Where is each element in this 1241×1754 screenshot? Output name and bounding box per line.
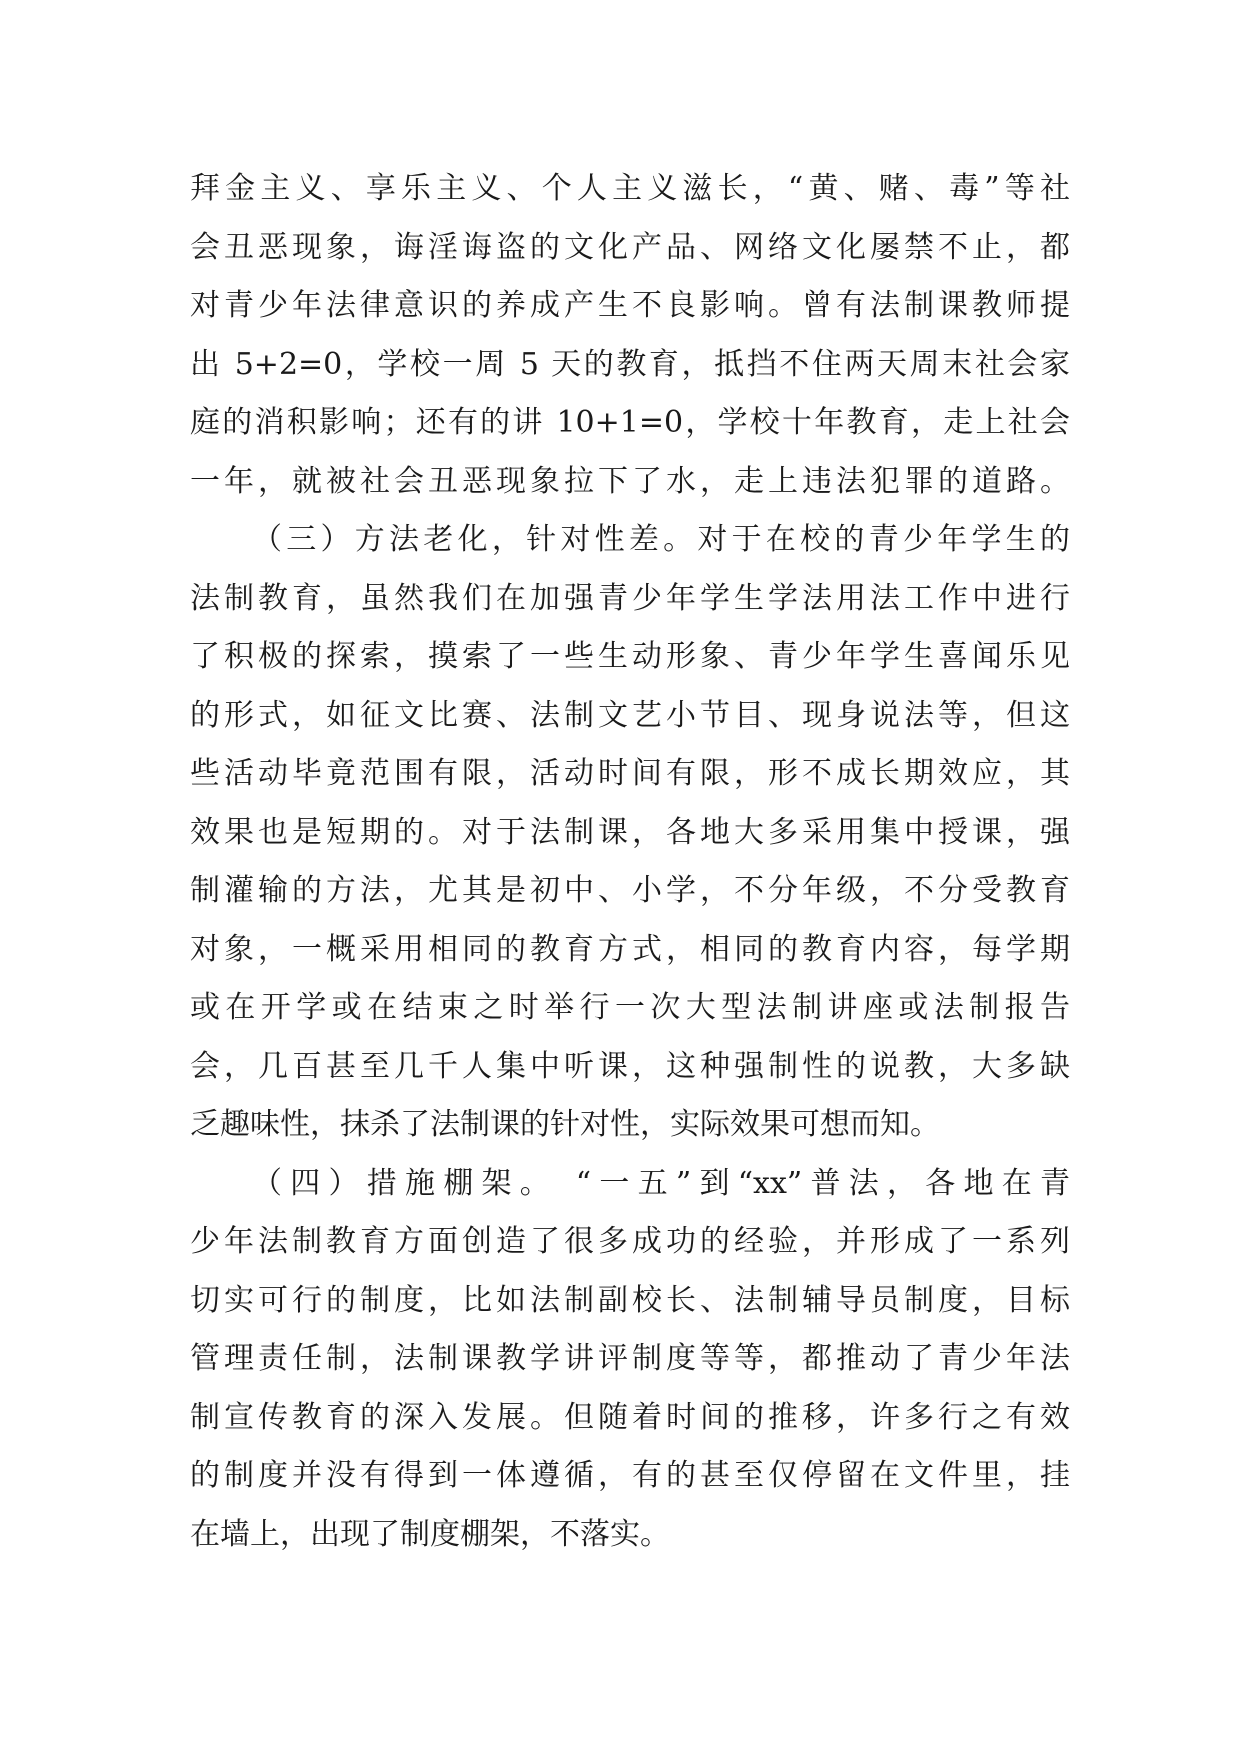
- text-line: 拜金主义、享乐主义、个人主义滋长，“黄、赌、毒”等社: [190, 171, 1070, 206]
- text-line: 乏趣味性，抹杀了法制课的针对性，实际效果可想而知。: [190, 1107, 940, 1142]
- body-text: [190, 160, 1070, 1564]
- text-line: 对青少年法律意识的养成产生不良影响。曾有法制课教师提: [190, 288, 1070, 323]
- text-line: 会丑恶现象，诲淫诲盗的文化产品、网络文化屡禁不止，都: [190, 229, 1070, 265]
- text-line: 管理责任制，法制课教学讲评制度等等，都推动了青少年法: [190, 1341, 1070, 1376]
- text-line: 少年法制教育方面创造了很多成功的经验，并形成了一系列: [190, 1224, 1070, 1259]
- text-line: 会，几百甚至几千人集中听课，这种强制性的说教，大多缺: [190, 1048, 1070, 1084]
- text-line-paragraph-start: （三）方法老化，针对性差。对于在校的青少年学生的: [252, 522, 1070, 557]
- text-line: 的形式，如征文比赛、法制文艺小节目、现身说法等，但这: [190, 697, 1070, 733]
- text-line: 切实可行的制度，比如法制副校长、法制辅导员制度，目标: [190, 1282, 1070, 1318]
- text-line: 法制教育，虽然我们在加强青少年学生学法用法工作中进行: [190, 580, 1070, 616]
- text-line: 或在开学或在结束之时举行一次大型法制讲座或法制报告: [190, 990, 1070, 1025]
- text-line: 一年，就被社会丑恶现象拉下了水，走上违法犯罪的道路。: [190, 463, 1070, 499]
- text-line: 效果也是短期的。对于法制课，各地大多采用集中授课，强: [190, 814, 1070, 850]
- text-line: 对象，一概采用相同的教育方式，相同的教育内容，每学期: [190, 931, 1070, 967]
- text-line: 了积极的探索，摸索了一些生动形象、青少年学生喜闻乐见: [190, 639, 1070, 674]
- text-line: 的制度并没有得到一体遵循，有的甚至仅停留在文件里，挂: [190, 1458, 1070, 1493]
- text-line: 在墙上，出现了制度棚架，不落实。: [190, 1516, 670, 1552]
- text-line: 制灌输的方法，尤其是初中、小学，不分年级，不分受教育: [190, 873, 1070, 908]
- text-line-paragraph-start: （四）措施棚架。 “一五”到“xx”普法，各地在青: [252, 1165, 1070, 1201]
- text-line: 制宣传教育的深入发展。但随着时间的推移，许多行之有效: [190, 1399, 1070, 1435]
- text-line: 庭的消积影响；还有的讲 10+1=0，学校十年教育，走上社会: [190, 405, 1070, 440]
- text-line: 出 5+2=0，学校一周 5 天的教育，抵挡不住两天周末社会家: [190, 346, 1070, 382]
- text-line: 些活动毕竟范围有限，活动时间有限，形不成长期效应，其: [190, 756, 1070, 791]
